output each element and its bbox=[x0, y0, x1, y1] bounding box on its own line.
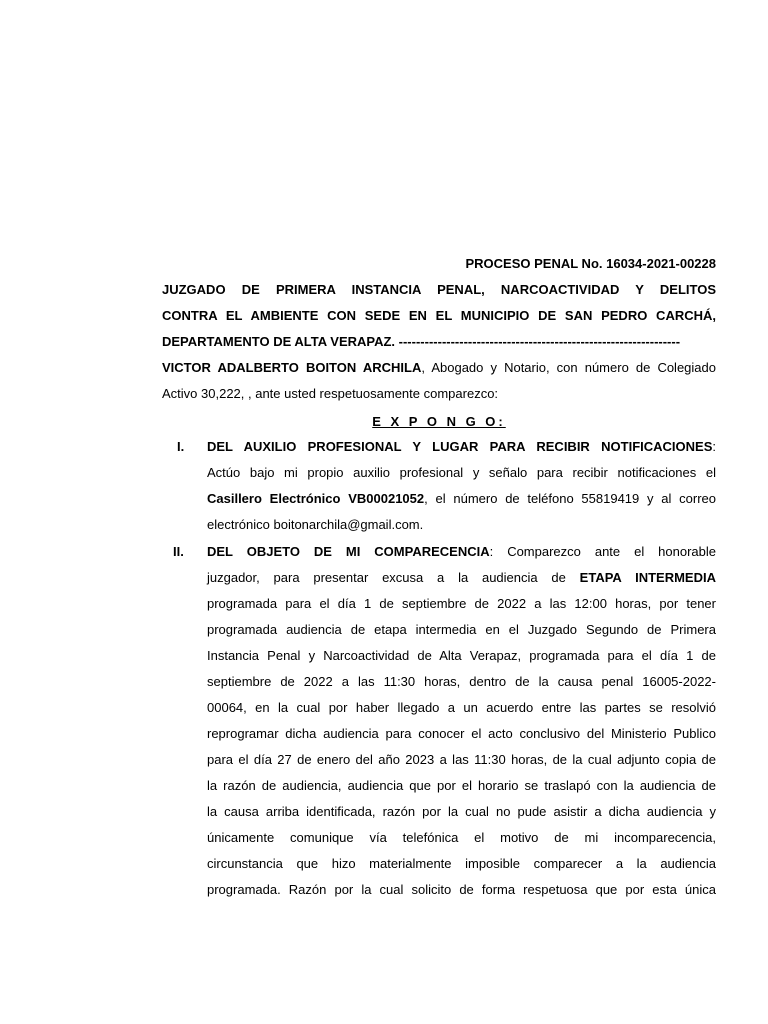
section-2-line: circunstancia que hizo materialmente imposible comparecer a la audiencia bbox=[207, 856, 716, 871]
section-1-line-4: electrónico boitonarchila@gmail.com. bbox=[207, 517, 424, 532]
section-2-line: la razón de audiencia, audiencia que por el horario se traslapó con la audiencia de bbox=[207, 778, 716, 793]
section-2-title: DEL OBJETO DE MI COMPARECENCIA bbox=[207, 544, 490, 559]
section-2-line: para el día 27 de enero del año 2023 a las 11:30 horas, de la cual adjunto copia de bbox=[207, 752, 716, 767]
section-2-title-rest: : Comparezco ante el honorable bbox=[489, 544, 716, 559]
section-2-line: programada. Razón por la cual solicito de forma respetuosa que por esta única bbox=[207, 882, 716, 897]
section-1-line-2: Actúo bajo mi propio auxilio profesional y señalo para recibir notificaciones el bbox=[207, 465, 716, 480]
court-line-1: JUZGADO DE PRIMERA INSTANCIA PENAL, NARCOACTIVIDAD Y DELITOS bbox=[162, 282, 716, 297]
section-2-line: únicamente comunique vía telefónica el motivo de mi incomparecencia, bbox=[207, 830, 716, 845]
section-2-numeral: II. bbox=[173, 544, 184, 559]
section-1-title: DEL AUXILIO PROFESIONAL Y LUGAR PARA RECIBIR NOTIFICACIONES bbox=[207, 439, 713, 454]
section-1-line-3 bbox=[207, 491, 716, 506]
section-2-line: programada audiencia de etapa intermedia en el Juzgado Segundo de Primera bbox=[207, 622, 716, 637]
court-line-2: CONTRA EL AMBIENTE CON SEDE EN EL MUNICIPIO DE SAN PEDRO CARCHÁ, bbox=[162, 308, 716, 323]
section-2-line: Instancia Penal y Narcoactividad de Alta Verapaz, programada para el día 1 de bbox=[207, 648, 716, 663]
section-1-title-colon: : bbox=[712, 439, 716, 454]
section-2-title-line bbox=[207, 544, 716, 559]
section-2-line: la causa arriba identificada, razón por la cual no pude asistir a dicha audiencia y bbox=[207, 804, 716, 819]
section-1-line-3-rest: , el número de teléfono 55819419 y al correo bbox=[424, 491, 716, 506]
court-line-3: DEPARTAMENTO DE ALTA VERAPAZ. ----------------------------------------------------------------- bbox=[162, 334, 681, 349]
intro-line-2: Activo 30,222, , ante usted respetuosamente comparezco: bbox=[162, 386, 499, 401]
section-1-title-line bbox=[207, 439, 716, 454]
etapa-intermedia: ETAPA INTERMEDIA bbox=[579, 570, 716, 585]
case-number: PROCESO PENAL No. 16034-2021-00228 bbox=[465, 256, 716, 271]
expongo-heading: E X P O N G O: bbox=[372, 414, 506, 429]
section-2-line-2 bbox=[207, 570, 716, 585]
lawyer-name: VICTOR ADALBERTO BOITON ARCHILA bbox=[162, 360, 422, 375]
casillero: Casillero Electrónico VB00021052 bbox=[207, 491, 425, 506]
section-2-line: 00064, en la cual por haber llegado a un acuerdo entre las partes se resolvió bbox=[207, 700, 716, 715]
section-1-numeral: I. bbox=[177, 439, 185, 454]
section-2-line-2-start: juzgador, para presentar excusa a la audiencia de bbox=[207, 570, 580, 585]
section-2-line: septiembre de 2022 a las 11:30 horas, dentro de la causa penal 16005-2022- bbox=[207, 674, 716, 689]
section-2-line: reprogramar dicha audiencia para conocer el acto conclusivo del Ministerio Publico bbox=[207, 726, 716, 741]
intro-line-1 bbox=[162, 360, 716, 376]
intro-line-1-rest: , Abogado y Notario, con número de Colegiado bbox=[421, 360, 716, 375]
section-2-line: programada para el día 1 de septiembre de 2022 a las 12:00 horas, por tener bbox=[207, 596, 716, 611]
